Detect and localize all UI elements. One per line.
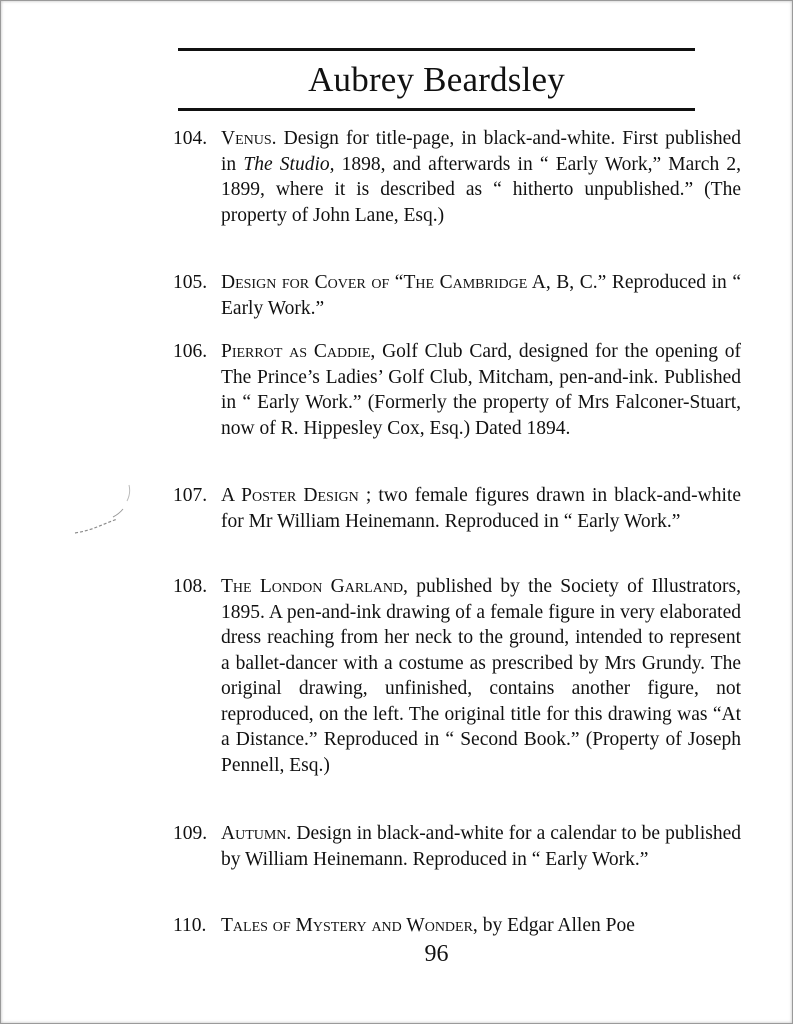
entry-title: Design for Cover of “The Cambridge A, B, C.”: [221, 272, 607, 293]
pencil-mark-icon: [73, 481, 143, 541]
list-item: [173, 339, 741, 441]
entry-title: Venus.: [221, 128, 277, 149]
entry-number: 110.: [173, 915, 207, 936]
list-item: [173, 483, 741, 534]
list-item: [173, 126, 741, 228]
entry-text: two female figures drawn in black-and-white for Mr William Heinemann. Reproduced in “ Early Work.”: [221, 485, 741, 532]
entry-number: 108.: [173, 576, 208, 597]
page-title: Aubrey Beardsley: [308, 60, 565, 99]
list-item: [173, 270, 741, 321]
entry-number: 105.: [173, 272, 208, 293]
entry-text: Design in black-and-white for a calendar to be published by William Heinemann. Reproduced in “ Early Work.”: [221, 823, 741, 870]
list-item: [173, 821, 741, 872]
header-rule-bottom: [178, 108, 695, 111]
entry-text: Design for title-page, in black-and-white. First published in: [221, 128, 741, 175]
entry-text: 1898, and afterwards in “ Early Work,” March 2, 1899, where it is described as “ hitherto unpublished.” (The property of John Lane, Esq.): [221, 153, 741, 226]
entry-title: A Poster Design ;: [221, 485, 372, 506]
entry-number: 104.: [173, 128, 208, 149]
page-number: 96: [424, 941, 449, 967]
entry-text: published by the Society of Illustrators, 1895. A pen-and-ink drawing of a female figure in very elaborated dress reaching from her neck to the ground, intended to represent a ballet-dancer with a costume as prescribed by Mrs Grundy. The original drawing, unfinished, contains another figure, not reproduced, on the left. The original title for this drawing was “At a Distance.” Reproduced in “ Second Book.” (Property of Joseph Pennell, Esq.): [221, 576, 741, 776]
entry-title: The London Garland,: [221, 576, 408, 597]
entry-number: 106.: [173, 341, 208, 362]
entry-title: Pierrot as Caddie,: [221, 341, 376, 362]
entry-number: 107.: [173, 485, 208, 506]
list-item: [173, 913, 741, 939]
entry-text: Golf Club Card, designed for the opening of The Prince’s Ladies’ Golf Club, Mitcham, pen-and-ink. Published in “ Early Work.” (Formerly the property of Mrs Falconer-Stuart, now of R. Hippesley Cox, Esq.) Dated 1894.: [221, 341, 741, 439]
entry-text: by Edgar Allen Poe: [477, 915, 635, 936]
entry-title: Tales of Mystery and Wonder,: [221, 915, 478, 936]
entry-number: 109.: [173, 823, 208, 844]
list-item: [173, 574, 741, 778]
header-rule-top: [178, 48, 695, 51]
entry-title: Autumn.: [221, 823, 292, 844]
entry-text: Reproduced in “ Early Work.”: [221, 272, 741, 319]
entry-italic-text: The Studio,: [243, 153, 335, 175]
